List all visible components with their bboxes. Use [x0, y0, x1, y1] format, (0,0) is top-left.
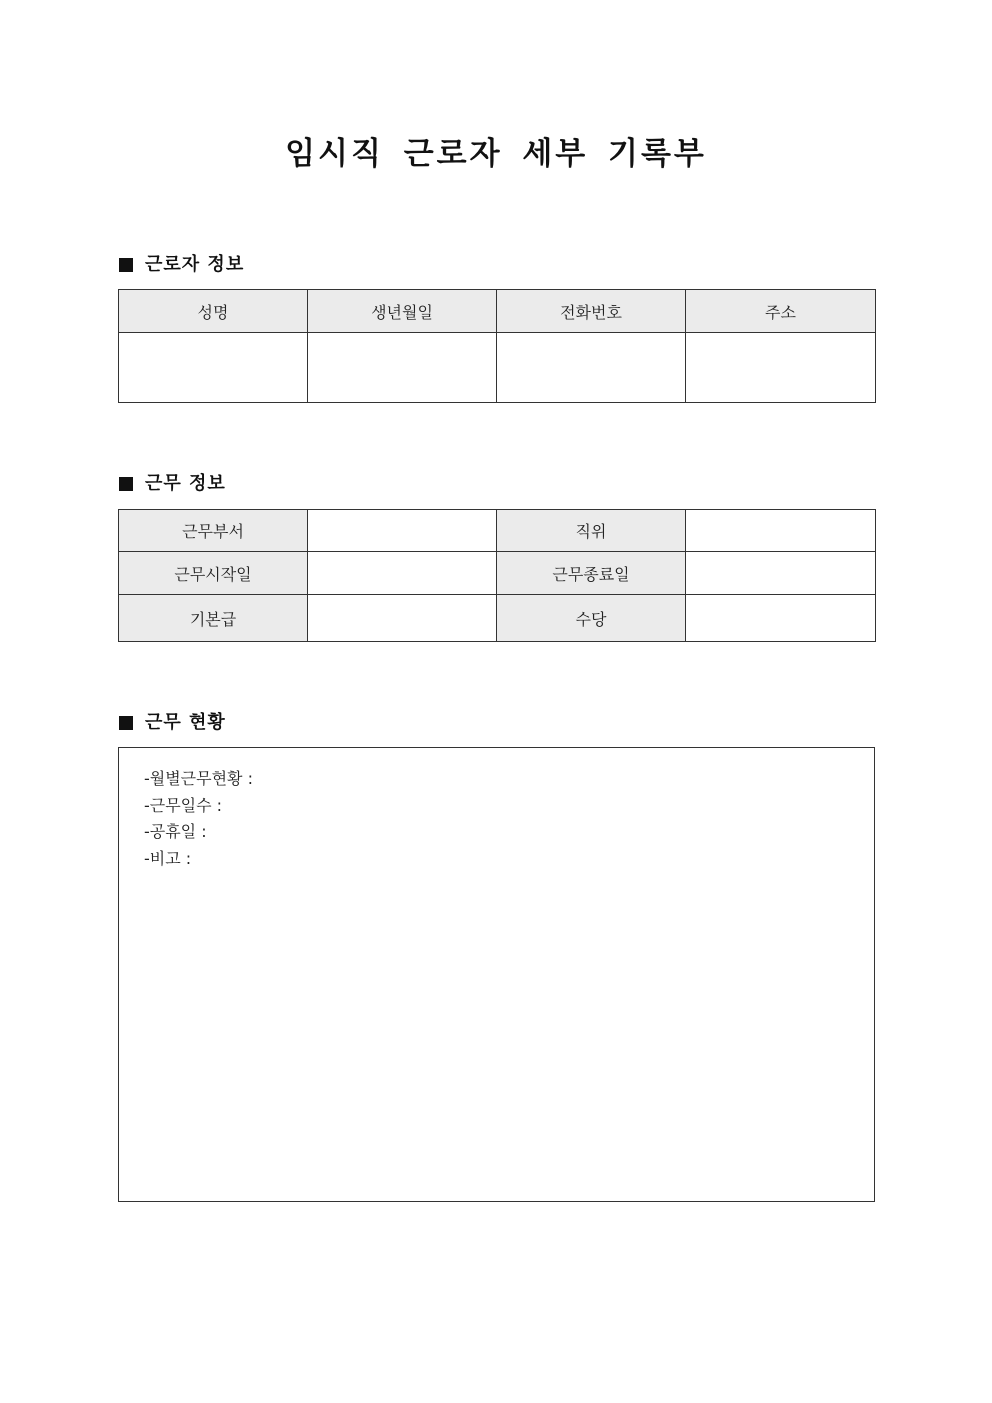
- worker-info-heading-label: 근로자 정보: [145, 254, 245, 275]
- worker-address-field[interactable]: [686, 333, 876, 403]
- work-days-line: -근무일수 :: [144, 795, 223, 815]
- end-date-label: 근무종료일: [497, 552, 686, 595]
- work-info-row: [119, 595, 876, 642]
- holidays-line: -공휴일 :: [144, 822, 207, 841]
- monthly-status-line: -월별근무현황 :: [144, 769, 253, 788]
- worker-info-header-phone: 전화번호: [497, 290, 686, 333]
- start-date-field[interactable]: [308, 552, 497, 595]
- worker-info-table: [118, 289, 876, 403]
- worker-info-header-birthdate: 생년월일: [308, 290, 497, 333]
- base-salary-label: 기본급: [119, 595, 308, 642]
- work-status-box[interactable]: [118, 747, 875, 1202]
- position-field[interactable]: [686, 510, 876, 552]
- start-date-label: 근무시작일: [119, 552, 308, 595]
- work-info-row: [119, 552, 876, 595]
- worker-info-header-name: 성명: [119, 290, 308, 333]
- black-square-icon: [119, 477, 133, 491]
- worker-info-value-row: [119, 333, 876, 403]
- allowance-label: 수당: [497, 595, 686, 642]
- worker-info-header-address: 주소: [686, 290, 876, 333]
- worker-phone-field[interactable]: [497, 333, 686, 403]
- worker-birthdate-field[interactable]: [308, 333, 497, 403]
- position-label: 직위: [497, 510, 686, 552]
- work-status-list: [144, 766, 253, 872]
- remarks-line: -비고 :: [144, 848, 192, 868]
- work-info-row: [119, 510, 876, 552]
- worker-info-heading: [119, 253, 244, 277]
- work-info-heading: [119, 472, 226, 496]
- work-status-heading: [119, 711, 226, 735]
- work-info-heading-label: 근무 정보: [145, 473, 226, 494]
- work-info-table: [118, 509, 876, 642]
- black-square-icon: [119, 258, 133, 272]
- end-date-field[interactable]: [686, 552, 876, 595]
- allowance-field[interactable]: [686, 595, 876, 642]
- worker-name-field[interactable]: [119, 333, 308, 403]
- worker-info-header-row: [119, 290, 876, 333]
- black-square-icon: [119, 716, 133, 730]
- department-field[interactable]: [308, 510, 497, 552]
- work-status-heading-label: 근무 현황: [145, 712, 226, 733]
- department-label: 근무부서: [119, 510, 308, 552]
- base-salary-field[interactable]: [308, 595, 497, 642]
- page-title: 임시직 근로자 세부 기록부: [285, 136, 707, 172]
